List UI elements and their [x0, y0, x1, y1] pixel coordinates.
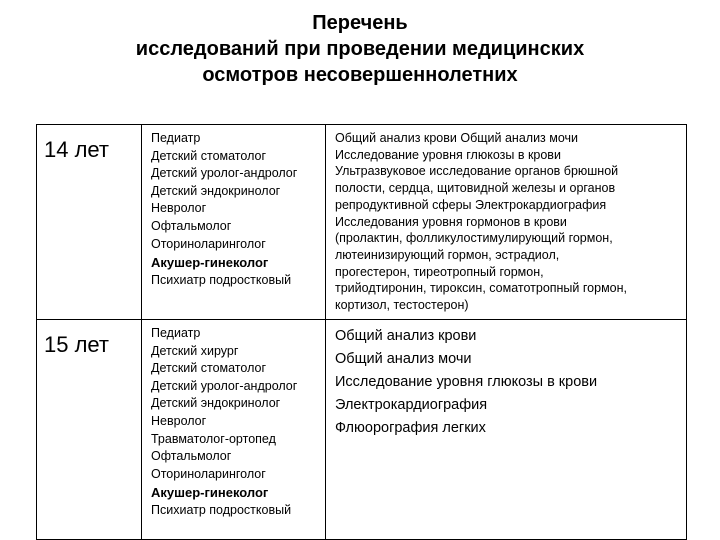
specialist-item: Детский хирург	[151, 343, 239, 358]
specialist-item: Акушер-гинеколог	[151, 255, 269, 271]
specialist-item: Травматолог-ортопед	[151, 431, 276, 446]
specialist-item: Невролог	[151, 201, 207, 216]
specialist-item: Детский эндокринолог	[151, 183, 281, 198]
specialist-item: Детский уролог-андролог	[151, 166, 298, 181]
specialist-item: Детский эндокринолог	[151, 396, 281, 411]
age-cell: 14 лет	[37, 125, 142, 320]
exam-line: Флюорография легких	[335, 420, 486, 436]
title-line-2: исследований при проведении медицинских	[135, 38, 585, 60]
page-title	[60, 10, 660, 88]
exams-cell	[326, 125, 687, 320]
exam-line: Электрокардиография	[335, 397, 488, 413]
exam-line: Исследование уровня глюкозы в крови	[335, 147, 561, 162]
exam-line: (пролактин, фолликулостимулирующий гормон,	[335, 231, 613, 246]
exam-line: кортизол, тестостерон)	[335, 298, 469, 313]
specialist-item: Педиатр	[151, 326, 201, 340]
table-row-15	[37, 320, 687, 540]
specialist-item: Психиатр подростковый	[151, 503, 292, 518]
specialist-item: Психиатр подростковый	[151, 273, 292, 288]
specialist-item: Педиатр	[151, 131, 201, 145]
specialist-item: Детский стоматолог	[151, 148, 267, 163]
specialists-cell	[142, 320, 326, 540]
title-line-3: осмотров несовершеннолетних	[202, 64, 518, 86]
exam-line: Общий анализ крови	[335, 328, 477, 344]
specialist-item: Оториноларинголог	[151, 236, 266, 251]
title-line-1: Перечень	[312, 12, 408, 34]
exam-line: Исследования уровня гормонов в крови	[335, 214, 567, 229]
exam-line: полости, сердца, щитовидной железы и органов	[335, 181, 616, 196]
exam-line: репродуктивной сферы Электрокардиография	[335, 197, 607, 212]
specialist-item: Акушер-гинеколог	[151, 485, 269, 501]
specialist-item: Оториноларинголог	[151, 466, 266, 481]
specialists-cell	[142, 125, 326, 320]
specialist-item: Офтальмолог	[151, 449, 232, 464]
specialist-item: Невролог	[151, 413, 207, 428]
exam-line: трийодтиронин, тироксин, соматотропный гормон,	[335, 281, 627, 296]
exam-line: Ультразвуковое исследование органов брюшной	[335, 164, 619, 179]
exam-line: Общий анализ крови Общий анализ мочи	[335, 131, 579, 145]
exam-line: лютеинизирующий гормон, эстрадиол,	[335, 247, 560, 262]
specialist-item: Детский стоматолог	[151, 361, 267, 376]
exam-line: Общий анализ мочи	[335, 351, 472, 367]
age-cell: 15 лет	[37, 320, 142, 540]
specialist-item: Детский уролог-андролог	[151, 378, 298, 393]
exam-table	[36, 124, 687, 540]
table-row-14	[37, 125, 687, 320]
exams-cell	[326, 320, 687, 540]
exam-line: прогестерон, тиреотропный гормон,	[335, 264, 544, 279]
exam-line: Исследование уровня глюкозы в крови	[335, 374, 598, 390]
specialist-item: Офтальмолог	[151, 218, 232, 233]
